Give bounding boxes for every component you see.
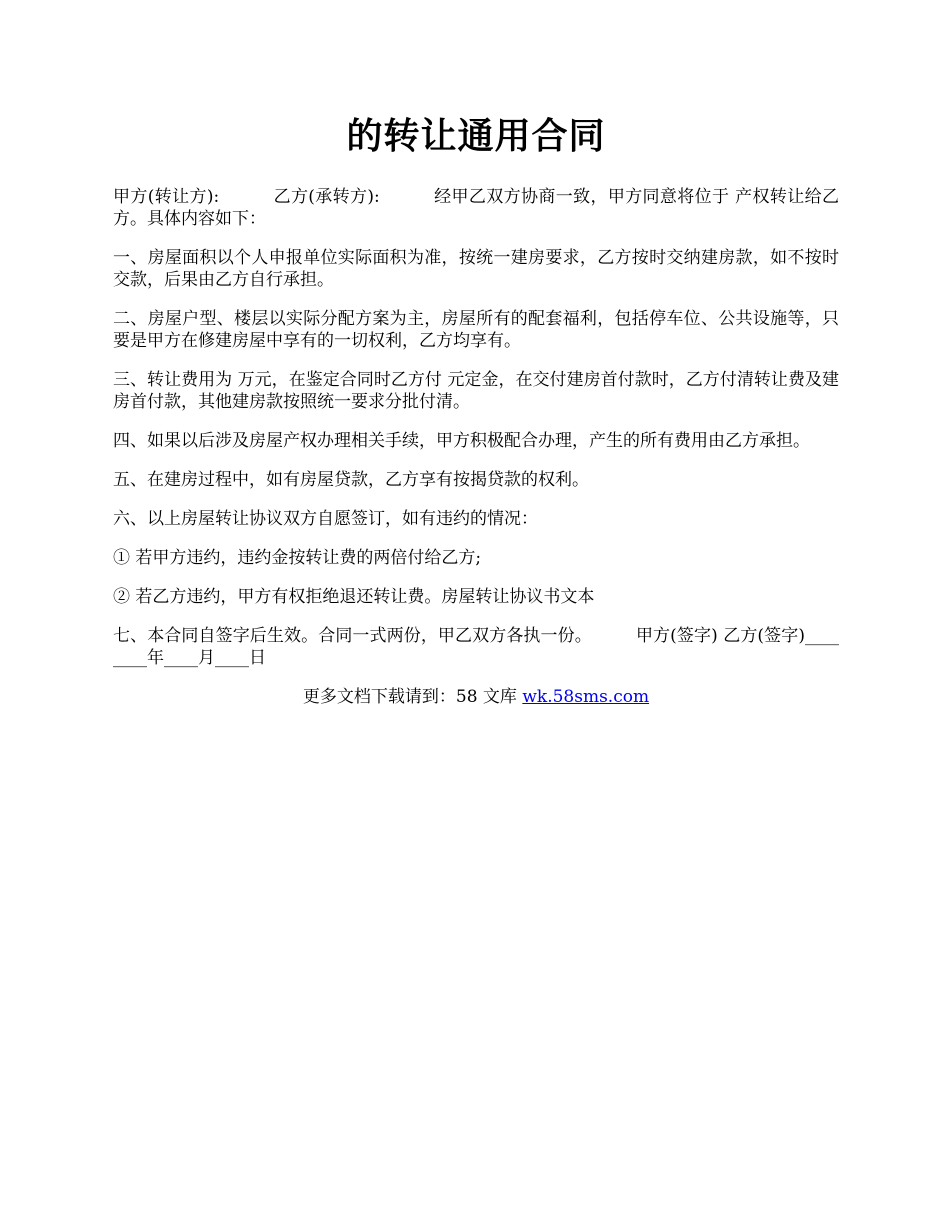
- clause-6-item-2: ② 若乙方违约，甲方有权拒绝退还转让费。房屋转让协议书文本: [113, 587, 595, 607]
- footer-text: 更多文档下载请到：58 文库: [302, 687, 523, 707]
- signature-line: 甲方(签字) 乙方(签字)________年____月____日: [113, 626, 839, 668]
- party-a-label: 甲方(转让方):: [113, 187, 220, 207]
- clause-6: 六、以上房屋转让协议双方自愿签订，如有违约的情况：: [113, 509, 538, 529]
- clause-7: [113, 625, 839, 669]
- intro-paragraph: [113, 186, 839, 230]
- clause-1: 一、房屋面积以个人申报单位实际面积为准，按统一建房要求，乙方按时交纳建房款，如不按时交款，后果由乙方自行承担。: [113, 248, 839, 290]
- footer-link[interactable]: wk.58sms.com: [522, 687, 650, 707]
- document-page: [113, 108, 839, 708]
- footer: [113, 686, 839, 708]
- party-b-label: 乙方(承转方):: [273, 187, 380, 207]
- document-title: 的转让通用合同: [346, 115, 606, 157]
- intro-text: 经甲乙双方协商一致，甲方同意将位于 产权转让给乙方。具体内容如下：: [113, 187, 840, 229]
- clause-6-item-1: ① 若甲方违约，违约金按转让费的两倍付给乙方;: [113, 548, 482, 568]
- clause-5: 五、在建房过程中，如有房屋贷款，乙方享有按揭贷款的权利。: [113, 470, 589, 490]
- clause-4: 四、如果以后涉及房屋产权办理相关手续，甲方积极配合办理，产生的所有费用由乙方承担。: [113, 431, 810, 451]
- clause-3: 三、转让费用为 万元，在鉴定合同时乙方付 元定金，在交付建房首付款时，乙方付清转让费及建房首付款，其他建房款按照统一要求分批付清。: [113, 370, 839, 412]
- clause-2: 二、房屋户型、楼层以实际分配方案为主，房屋所有的配套福利，包括停车位、公共设施等，只要是甲方在修建房屋中享有的一切权利，乙方均享有。: [113, 309, 839, 351]
- clause-7-text: 七、本合同自签字后生效。合同一式两份，甲乙双方各执一份。: [113, 626, 592, 646]
